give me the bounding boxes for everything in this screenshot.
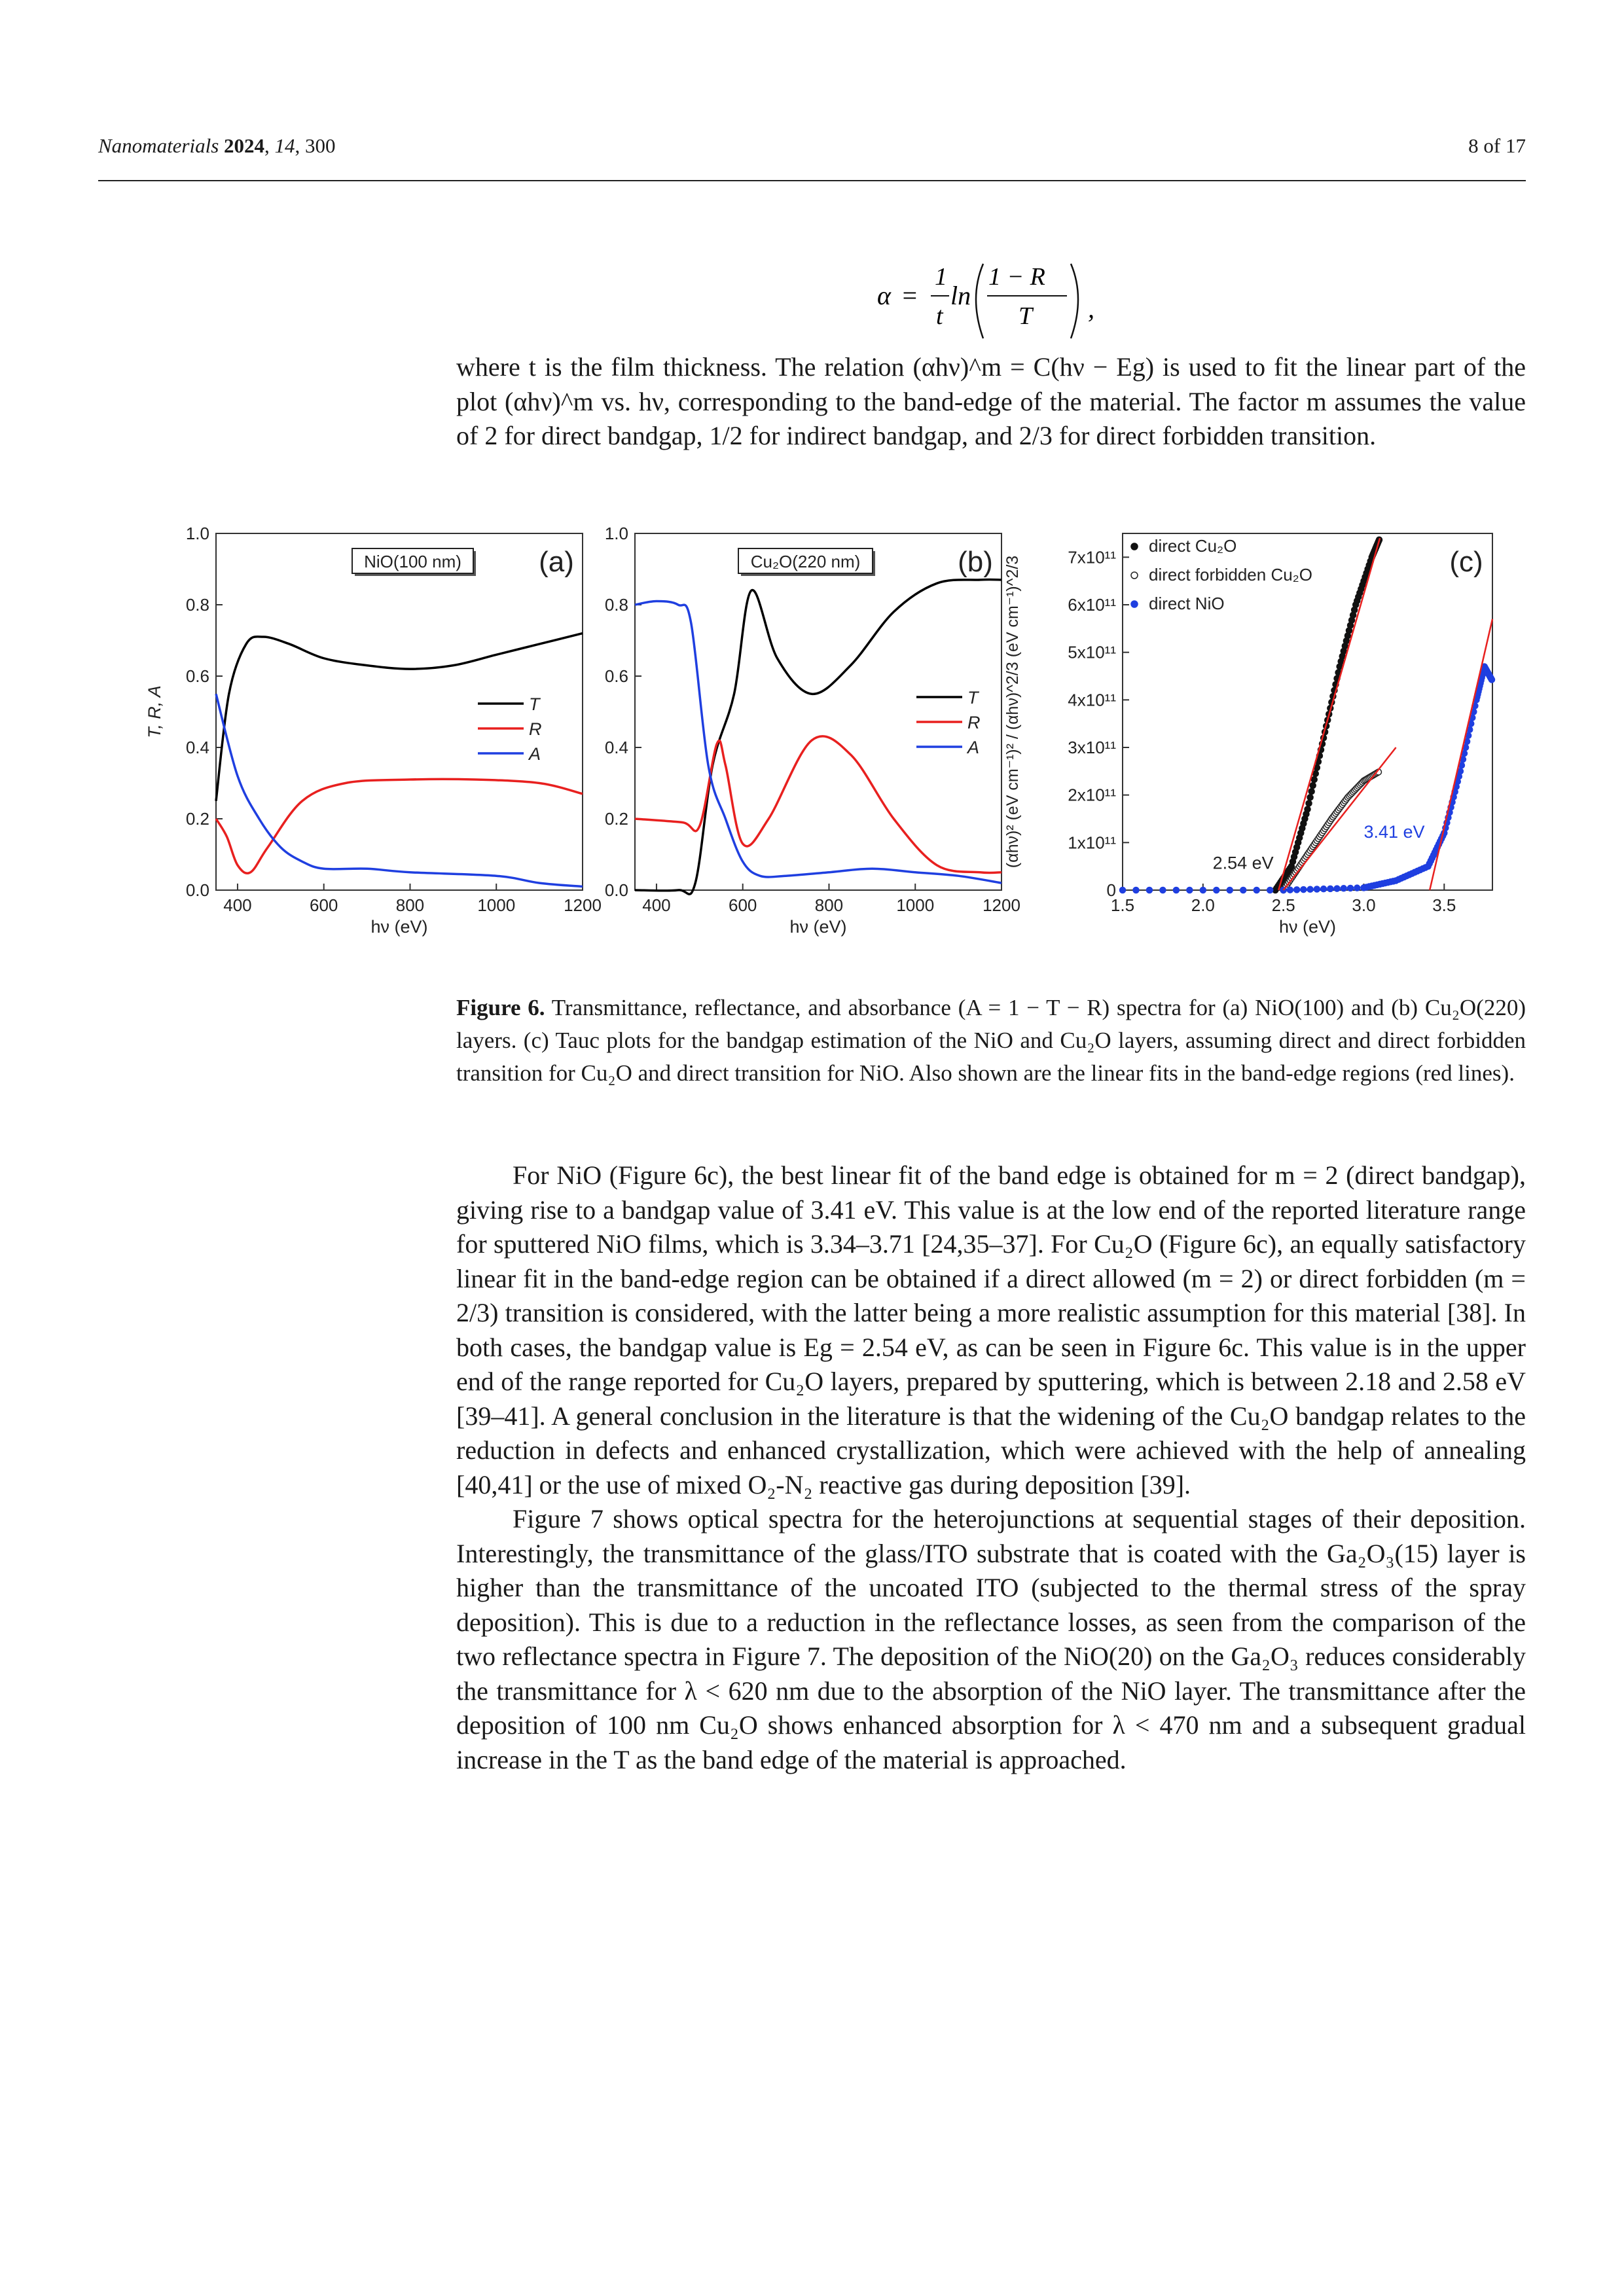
legend-label-A: A [529, 744, 541, 764]
x-tick-label: 400 [642, 895, 671, 915]
data-point [1327, 886, 1333, 891]
data-point [1214, 888, 1219, 893]
data-point [1227, 888, 1233, 893]
x-tick-label: 1200 [564, 895, 602, 915]
caption-lead: Figure 6. [456, 995, 545, 1020]
y-tick-label: 0.6 [604, 666, 628, 686]
y-tick-label: 1x10¹¹ [1068, 833, 1116, 853]
y-tick-label: 1.0 [185, 524, 209, 543]
data-point [1254, 888, 1259, 893]
journal-name: Nanomaterials [98, 134, 219, 157]
eq-frac1-den: t [936, 302, 943, 330]
x-tick-label: 3.0 [1352, 895, 1376, 915]
figure-6-svg [131, 517, 1519, 975]
plot-frame [1123, 533, 1492, 890]
series-A-line [635, 601, 1001, 884]
figure-caption [456, 992, 1526, 1090]
panel_c-chart [1003, 533, 1494, 937]
legend-label-A: A [967, 738, 980, 757]
data-point [1305, 806, 1310, 812]
y-tick-label: 0.2 [185, 809, 209, 829]
legend-label-T: T [967, 688, 979, 708]
data-point [1160, 888, 1166, 893]
x-axis-label: hν (eV) [370, 917, 428, 937]
panel_b-chart [605, 524, 1020, 937]
x-axis-label: hν (eV) [1278, 917, 1337, 937]
y-tick-label: 0.4 [185, 738, 209, 757]
y-tick-label: 0.8 [185, 595, 209, 615]
data-point [1334, 886, 1340, 891]
legend-label-T: T [529, 694, 540, 714]
series-R-line [635, 736, 1001, 873]
y-tick-label: 7x10¹¹ [1068, 547, 1116, 567]
sample-label: Cu₂O(220 nm) [750, 552, 861, 571]
series-T-line [216, 634, 583, 801]
x-tick-label: 1.5 [1110, 895, 1135, 915]
figure-6 [131, 517, 1519, 975]
data-point [1307, 795, 1313, 800]
y-tick-label: 0.6 [185, 666, 209, 686]
data-point [1311, 777, 1317, 783]
paragraph-3: Figure 7 shows optical spectra for the heterojunctions at sequential stages of their deposition. Interestingly, the transmittance of the glass/ITO substrate that is coated with the Ga₂O₃(15) layer is higher than the transmittance of the uncoated ITO (subjected to the thermal stress of the spray deposition). This is due to a reduction in the reflectance losses, as seen from the comparison of the two reflectance spectra in Figure 7. The deposition of the NiO(20) on the Ga₂O₃ reduces considerably the transmittance for λ < 620 nm due to the absorption of the NiO layer. The transmittance after the deposition of 100 nm Cu₂O shows enhanced absorption for λ < 470 nm and a subsequent gradual increase in the T as the band edge of the material is approached. [456, 1504, 1526, 1774]
paragraph-2: For NiO (Figure 6c), the best linear fit of the band edge is obtained for m = 2 (direct bandgap), giving rise to a bandgap value of 3.41 eV. This value is at the low end of the reported literature range for sputtered NiO films, which is 3.34–3.71 [24,35–37]. For Cu₂O (Figure 6c), an equally satisfactory linear fit in the band-edge region can be obtained if a direct allowed (m = 2) or direct forbidden (m = 2/3) transition is considered, with the latter being a more realistic assumption for this material [38]. In both cases, the bandgap value is Eg = 2.54 eV, as can be seen in Figure 6c. This value is in the upper end of the range reported for Cu₂O layers, prepared by sputtering, which is between 2.18 and 2.58 eV [39–41]. A general conclusion in the literature is that the widening of the Cu₂O bandgap relates to the reduction in defects and enhanced crystallization, which were achieved with the help of annealing [40,41] or the use of mixed O₂-N₂ reactive gas during deposition [39]. [456, 1160, 1526, 1499]
x-tick-label: 1000 [896, 895, 935, 915]
y-tick-label: 0.4 [604, 738, 628, 757]
series-R-line [216, 779, 583, 873]
data-point [1348, 885, 1354, 891]
journal-citation: Nanomaterials 2024, 14, 300 [98, 134, 336, 157]
data-point [1306, 800, 1312, 806]
paragraph-1 [456, 350, 1526, 454]
data-point [1267, 888, 1273, 893]
header-rule [98, 180, 1526, 181]
plot-frame [635, 533, 1001, 890]
y-axis-label: (αhν)² (eV cm⁻¹)² / (αhν)^2/3 (eV cm⁻¹)^2/3 [1003, 555, 1022, 869]
legend-label-R: R [967, 713, 981, 732]
panel-label: (a) [539, 546, 574, 578]
y-tick-label: 0.0 [604, 880, 628, 900]
data-point [1120, 888, 1126, 893]
data-point [1200, 888, 1206, 893]
legend-marker [1131, 601, 1138, 607]
data-point [1354, 885, 1360, 891]
body-text [456, 1158, 1526, 1777]
panel-label: (c) [1449, 546, 1483, 578]
data-point [1301, 887, 1307, 893]
x-axis-label: hν (eV) [789, 917, 847, 937]
caption-text: Transmittance, reflectance, and absorbance (A = 1 − T − R) spectra for (a) NiO(100) and (b) Cu₂O(220) layers. (c) Tauc plots for the bandgap estimation of the NiO and Cu₂O layers, assuming direct and direct forbidden transition for Cu₂O and direct transition for NiO. Also shown are the linear fits in the band-edge regions (red lines). [456, 995, 1526, 1086]
eq-equals: = [901, 281, 918, 310]
x-tick-label: 2.0 [1191, 895, 1215, 915]
annotation-nio-gap: 3.41 eV [1363, 822, 1425, 842]
legend-label: direct forbidden Cu₂O [1149, 565, 1312, 584]
eq-frac2-num: 1 − R [988, 263, 1045, 291]
article-number: 300 [305, 134, 336, 157]
paragraph-1-text: where t is the film thickness. The relation (αhν)^m = C(hν − Eg) is used to fit the linear part of the plot (αhν)^m vs. hν, corresponding to the band-edge of the material. The factor m assumes the value of 2 for direct bandgap, 1/2 for indirect bandgap, and 2/3 for direct forbidden transition. [456, 352, 1526, 450]
eq-lhs: α [877, 281, 891, 310]
y-tick-label: 2x10¹¹ [1068, 785, 1116, 805]
x-tick-label: 800 [395, 895, 425, 915]
data-point [1341, 886, 1346, 891]
y-tick-label: 4x10¹¹ [1068, 690, 1116, 710]
x-tick-label: 400 [223, 895, 252, 915]
x-tick-label: 600 [729, 895, 757, 915]
fit-line-nio [1430, 619, 1492, 890]
data-point [1133, 888, 1139, 893]
y-tick-label: 0 [1106, 880, 1116, 900]
fit-line-forbidden-cu2o [1284, 747, 1396, 890]
y-tick-label: 1.0 [604, 524, 628, 543]
page-number: 8 of 17 [1468, 134, 1526, 157]
x-tick-label: 2.5 [1271, 895, 1295, 915]
panel_a-chart [145, 524, 602, 937]
data-point [1294, 887, 1300, 893]
data-point [1321, 886, 1327, 892]
data-point [1489, 677, 1494, 683]
data-point [1187, 888, 1193, 893]
eq-frac1-num: 1 [935, 263, 947, 291]
absorption-equation [877, 259, 1100, 350]
data-point [1307, 886, 1313, 892]
data-point [1240, 888, 1246, 893]
legend-label: direct NiO [1149, 594, 1225, 613]
y-tick-label: 3x10¹¹ [1068, 738, 1116, 757]
legend-label: direct Cu₂O [1149, 536, 1237, 556]
y-axis-label: T, R, A [145, 685, 164, 738]
eq-frac2-den: T [1019, 302, 1033, 330]
series-A-line [216, 694, 583, 886]
eq-tail: , [1088, 294, 1094, 323]
y-tick-label: 5x10¹¹ [1068, 642, 1116, 662]
x-tick-label: 800 [814, 895, 844, 915]
data-point [1287, 887, 1293, 893]
y-tick-label: 6x10¹¹ [1068, 595, 1116, 615]
x-tick-label: 600 [310, 895, 338, 915]
data-point [1310, 783, 1316, 789]
y-tick-label: 0.0 [185, 880, 209, 900]
x-tick-label: 1200 [983, 895, 1020, 915]
running-header [98, 134, 1526, 173]
y-tick-label: 0.2 [604, 809, 628, 829]
legend-marker [1131, 572, 1138, 579]
data-point [1146, 888, 1152, 893]
sample-label: NiO(100 nm) [364, 552, 461, 571]
x-tick-label: 3.5 [1432, 895, 1456, 915]
data-point [1308, 789, 1314, 795]
eq-ln: ln [950, 281, 971, 310]
panel-label: (b) [958, 546, 993, 578]
legend-label-R: R [529, 719, 542, 739]
journal-volume: 14 [274, 134, 295, 157]
annotation-cu2o-gap: 2.54 eV [1212, 853, 1274, 873]
journal-year: 2024 [224, 134, 265, 157]
legend-marker [1131, 543, 1138, 550]
data-point [1314, 886, 1320, 892]
data-point [1173, 888, 1179, 893]
y-tick-label: 0.8 [604, 595, 628, 615]
x-tick-label: 1000 [477, 895, 516, 915]
